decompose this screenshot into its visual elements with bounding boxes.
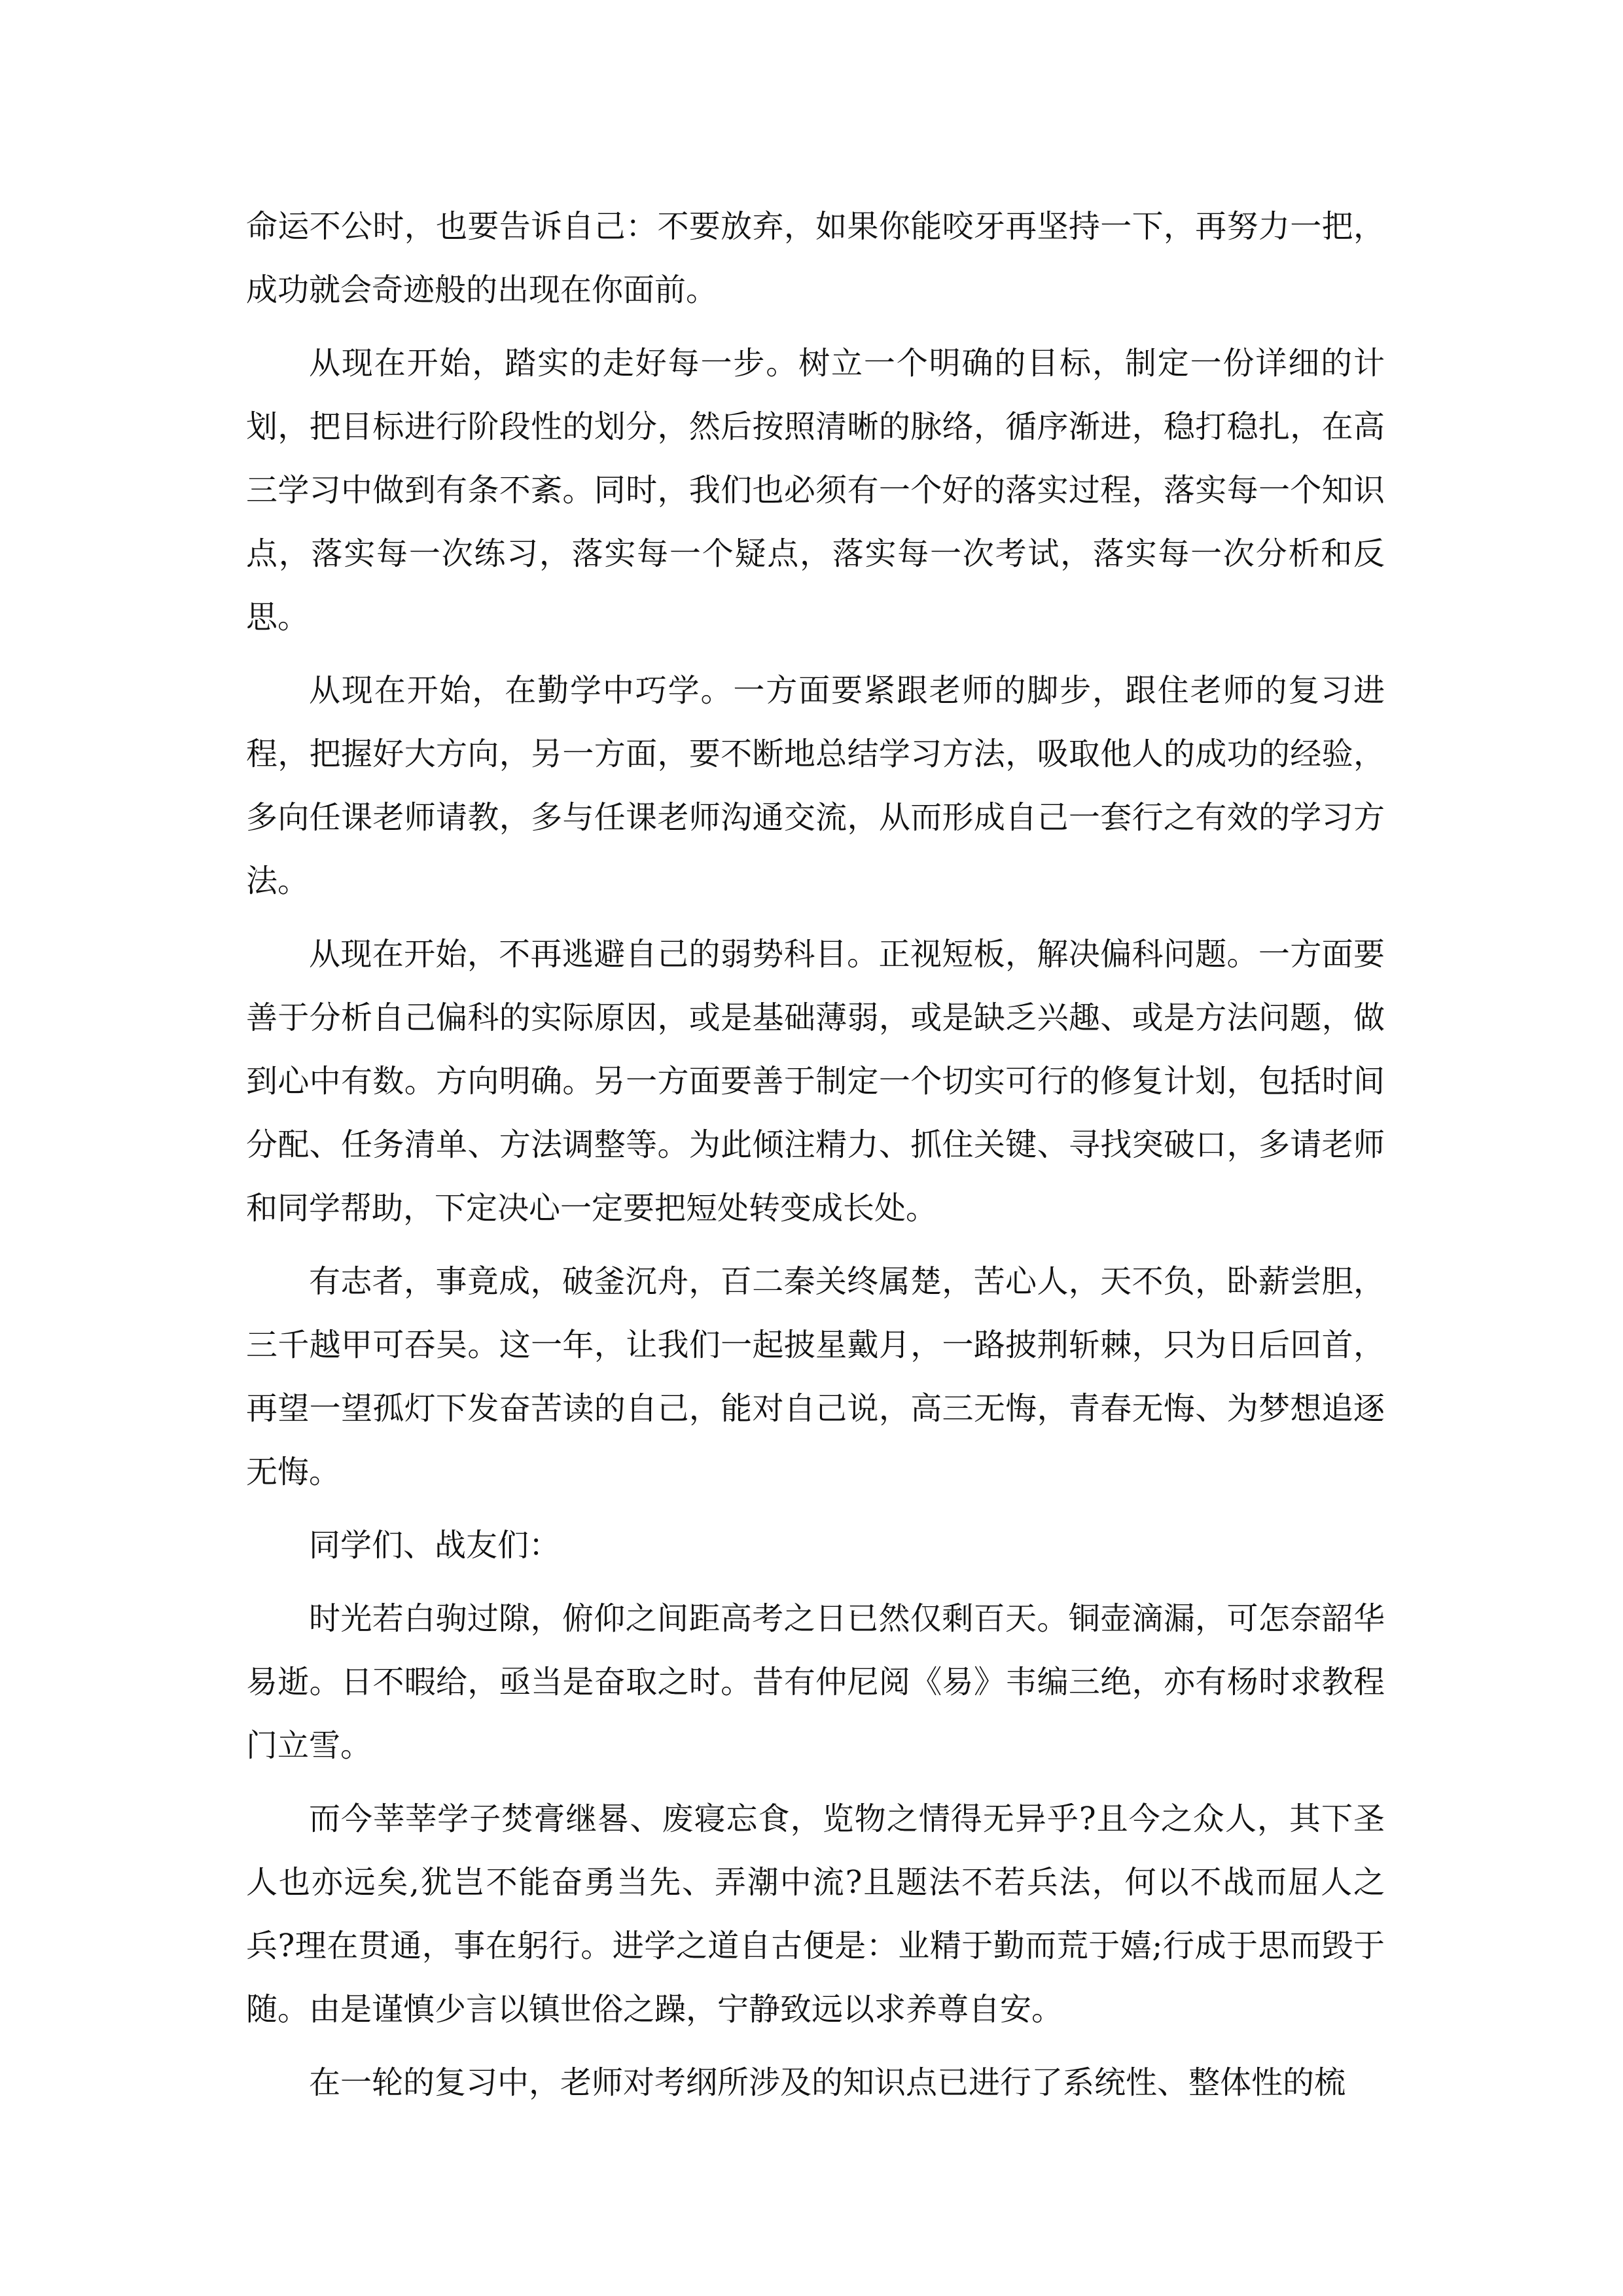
paragraph-time-passing: 时光若白驹过隙，俯仰之间距高考之日已然仅剩百天。铜壶滴漏，可怎奈韶华易逝。日不暇给，亟当是奋取之时。昔有仲尼阅《易》韦编三绝，亦有杨时求教程门立雪。 — [246, 1600, 1385, 1764]
document-page — [246, 195, 1385, 2125]
paragraph-students-effort: 而今莘莘学子焚膏继晷、废寝忘食，览物之情得无异乎?且今之众人，其下圣人也亦远矣,犹岂不能奋勇当先、弄潮中流?且题法不若兵法，何以不战而屈人之兵?理在贯通，事在躬行。进学之道自古便是：业精于勤而荒于嬉;行成于思而毁于随。由是谨慎少言以镇世俗之躁，宁静致远以求养尊自安。 — [246, 1801, 1385, 2028]
paragraph-continuation: 命运不公时，也要告诉自己：不要放弃，如果你能咬牙再坚持一下，再努力一把，成功就会奇迹般的出现在你面前。 — [246, 208, 1385, 308]
paragraph-weak-subjects: 从现在开始，不再逃避自己的弱势科目。正视短板，解决偏科问题。一方面要善于分析自己偏科的实际原因，或是基础薄弱，或是缺乏兴趣、或是方法问题，做到心中有数。方向明确。另一方面要善于制定一个切实可行的修复计划，包括时间分配、任务清单、方法调整等。为此倾注精力、抓住关键、寻找突破口，多请老师和同学帮助，下定决心一定要把短处转变成长处。 — [246, 936, 1385, 1227]
paragraph-step-by-step: 从现在开始，踏实的走好每一步。树立一个明确的目标，制定一份详细的计划，把目标进行阶段性的划分，然后按照清晰的脉络，循序渐进，稳打稳扎，在高三学习中做到有条不紊。同时，我们也必须有一个好的落实过程，落实每一个知识点，落实每一次练习，落实每一个疑点，落实每一次考试，落实每一次分析和反思。 — [246, 345, 1385, 636]
paragraph-salutation: 同学们、战友们： — [309, 1527, 561, 1564]
paragraph-determination: 有志者，事竟成，破釜沉舟，百二秦关终属楚，苦心人，天不负，卧薪尝胆，三千越甲可吞吴。这一年，让我们一起披星戴月，一路披荆斩棘，只为日后回首，再望一望孤灯下发奋苦读的自己，能对自己说，高三无悔，青春无悔、为梦想追逐无悔。 — [246, 1263, 1385, 1490]
paragraph-review-round: 在一轮的复习中，老师对考纲所涉及的知识点已进行了系统性、整体性的梳 — [309, 2064, 1346, 2101]
paragraph-study-smart: 从现在开始，在勤学中巧学。一方面要紧跟老师的脚步，跟住老师的复习进程，把握好大方向，另一方面，要不断地总结学习方法，吸取他人的成功的经验，多向任课老师请教，多与任课老师沟通交流，从而形成自己一套行之有效的学习方法。 — [246, 672, 1385, 899]
